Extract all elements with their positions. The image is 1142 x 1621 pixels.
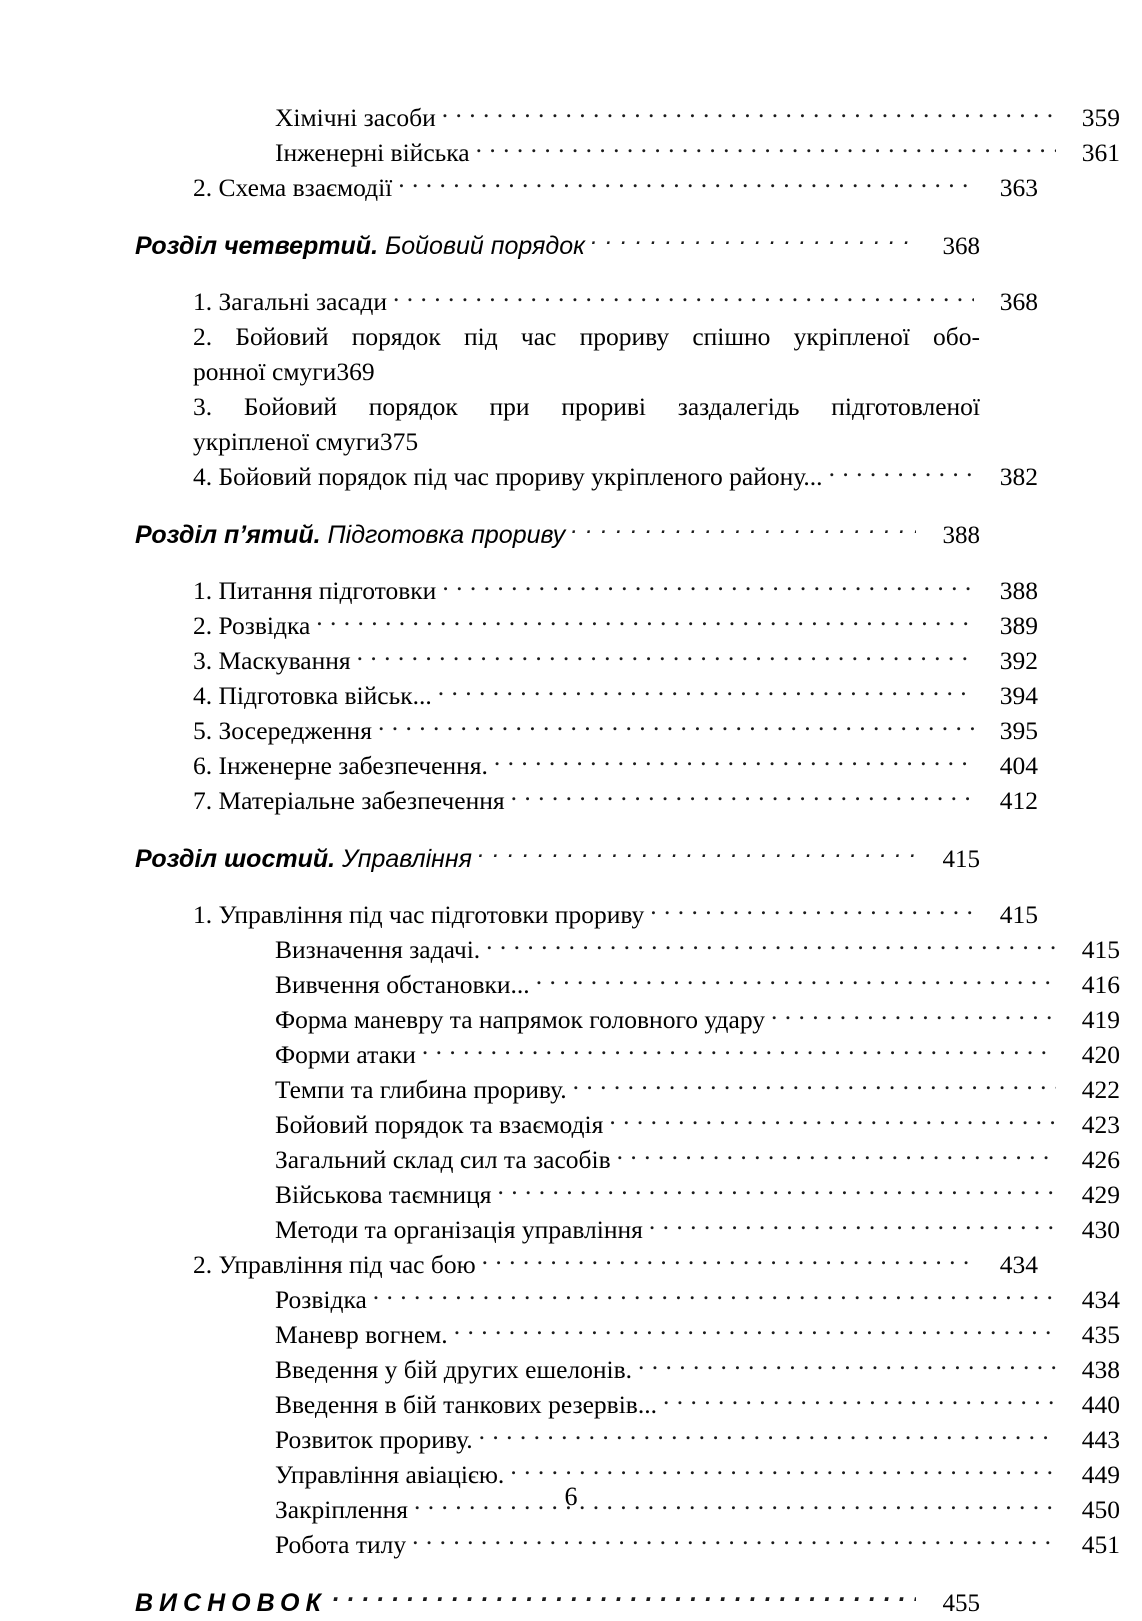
- toc-entry-label: [135, 518, 569, 553]
- toc-entry-label: Методи та організація управління: [275, 1215, 643, 1244]
- toc-entry-label: Маневр вогнем.: [275, 1320, 448, 1349]
- chapter-title-label: Підготовка прориву: [320, 521, 566, 549]
- dot-leader: [829, 460, 974, 486]
- toc-entry-label: Інженерні війська: [275, 138, 470, 167]
- dot-leader: [476, 136, 1056, 162]
- toc-entry-label: 6. Інженерне забезпечення.: [193, 751, 488, 780]
- dot-leader: [663, 1388, 1056, 1414]
- dot-leader: [486, 933, 1056, 959]
- section-spacer: [135, 553, 980, 573]
- section-spacer: [135, 818, 980, 842]
- toc-entry[interactable]: [275, 1352, 1120, 1387]
- toc-entry-label: Військова таємниця: [275, 1180, 492, 1209]
- dot-leader: [393, 285, 974, 311]
- toc-chapter-entry[interactable]: [135, 518, 980, 553]
- toc-entry-label: 7. Матеріальне забезпечення: [193, 786, 505, 815]
- chapter-number-label: Розділ четвертий.: [135, 232, 379, 260]
- dot-leader: [573, 1073, 1056, 1099]
- toc-page-number: 416: [1081, 970, 1120, 999]
- toc-entry[interactable]: [275, 1212, 1120, 1247]
- toc-entry-label: [135, 842, 476, 877]
- toc-page-number: 369: [336, 357, 375, 386]
- dot-leader: [511, 784, 974, 810]
- toc-page-number: 359: [1081, 103, 1120, 132]
- dot-leader: [482, 1248, 974, 1274]
- toc-entry-continuation: [193, 354, 980, 389]
- dot-leader: [422, 1038, 1056, 1064]
- toc-entry-label: Управління авіацією.: [275, 1460, 505, 1489]
- toc-page-number: 404: [999, 751, 1038, 780]
- toc-entry-label-line1: 2. Бойовий порядок під час прориву спішно укріпленої обо-: [193, 322, 980, 351]
- toc-page-number: 434: [999, 1250, 1038, 1279]
- toc-page-number: 395: [999, 716, 1038, 745]
- toc-page-number: 450: [1081, 1495, 1120, 1524]
- toc-entry[interactable]: [193, 748, 1038, 783]
- section-spacer: [135, 494, 980, 518]
- dot-leader: [650, 898, 974, 924]
- toc-entry[interactable]: [275, 135, 1120, 170]
- toc-entry-label: 4. Бойовий порядок під час прориву укріпленого району...: [193, 462, 823, 491]
- toc-page-number: 419: [1081, 1005, 1120, 1034]
- toc-entry-label: Введення у бій других ешелонів.: [275, 1355, 633, 1384]
- dot-leader: [442, 101, 1056, 127]
- toc-entry[interactable]: [275, 1422, 1120, 1457]
- dot-leader: [591, 229, 916, 254]
- toc-page-number: 430: [1081, 1215, 1120, 1244]
- dot-leader: [771, 1003, 1056, 1029]
- toc-page-number: 368: [942, 233, 980, 260]
- toc-entry[interactable]: [193, 897, 1038, 932]
- toc-entry-label: Розвідка: [275, 1285, 367, 1314]
- toc-entry[interactable]: [275, 1177, 1120, 1212]
- toc-page-number: 434: [1081, 1285, 1120, 1314]
- chapter-title-label: Бойовий порядок: [378, 232, 585, 260]
- dot-leader: [497, 1178, 1056, 1204]
- toc-page-number: 435: [1081, 1320, 1120, 1349]
- toc-entry[interactable]: [275, 932, 1120, 967]
- toc-page-number: 426: [1081, 1145, 1120, 1174]
- toc-entry[interactable]: [193, 643, 1038, 678]
- toc-page-number: 443: [1081, 1425, 1120, 1454]
- toc-entry-label: 1. Питання підготовки: [193, 576, 437, 605]
- toc-entry-label: 1. Загальні засади: [193, 287, 388, 316]
- dot-leader: [478, 842, 916, 867]
- toc-page-number: 422: [1081, 1075, 1120, 1104]
- toc-entry[interactable]: [193, 284, 1038, 319]
- toc-page-number: 361: [1081, 138, 1120, 167]
- dot-leader: [536, 968, 1056, 994]
- dot-leader: [398, 171, 974, 197]
- toc-entry-label: Хімічні засоби: [275, 103, 436, 132]
- toc-page-number: 455: [942, 1590, 980, 1617]
- toc-entry-label: Темпи та глибина прориву.: [275, 1075, 567, 1104]
- toc-page-number: 412: [999, 786, 1038, 815]
- toc-entry-label: ВИСНОВОК: [135, 1589, 327, 1617]
- dot-leader: [510, 1458, 1056, 1484]
- toc-page-number: 375: [379, 427, 419, 456]
- table-of-contents: [135, 100, 1120, 1621]
- toc-entry[interactable]: [193, 319, 980, 389]
- toc-chapter-entry[interactable]: [135, 842, 980, 877]
- dot-leader: [412, 1528, 1056, 1554]
- dot-leader: [438, 679, 974, 705]
- toc-entry-label: 2. Управління під час бою: [193, 1250, 476, 1279]
- dot-leader: [442, 574, 974, 600]
- toc-entry-label-line2: ронної смуги: [193, 357, 337, 386]
- toc-entry[interactable]: [193, 713, 1038, 748]
- dot-leader: [494, 749, 974, 775]
- toc-entry-label: Вивчення обстановки...: [275, 970, 530, 999]
- toc-entry[interactable]: [193, 783, 1038, 818]
- toc-page-number: 388: [999, 576, 1038, 605]
- toc-page-number: 440: [1081, 1390, 1120, 1419]
- toc-page-number: 415: [999, 900, 1038, 929]
- dot-leader: [479, 1423, 1056, 1449]
- section-spacer: [135, 205, 980, 229]
- toc-page-number: 415: [942, 846, 980, 873]
- chapter-number-label: Розділ шостий.: [135, 845, 336, 873]
- toc-entry-label: [135, 229, 589, 264]
- toc-page-number: 449: [1081, 1460, 1120, 1489]
- chapter-title-label: Управління: [335, 845, 473, 873]
- toc-page-number: 438: [1081, 1355, 1120, 1384]
- toc-entry[interactable]: [193, 608, 1038, 643]
- toc-page-number: 382: [999, 462, 1038, 491]
- dot-leader: [357, 644, 974, 670]
- toc-entry-label: Введення в бій танкових резервів...: [275, 1390, 657, 1419]
- section-spacer: [135, 264, 980, 284]
- dot-leader: [638, 1353, 1056, 1379]
- toc-page-number: 392: [999, 646, 1038, 675]
- toc-page-number: 415: [1081, 935, 1120, 964]
- toc-entry-label: Бойовий порядок та взаємодія: [275, 1110, 604, 1139]
- toc-entry-label: Робота тилу: [275, 1530, 407, 1559]
- toc-entry[interactable]: [275, 1387, 1120, 1422]
- toc-entry-label: Форми атаки: [275, 1040, 416, 1069]
- toc-entry-label: 1. Управління під час підготовки прориву: [193, 900, 645, 929]
- dot-leader: [609, 1108, 1056, 1134]
- toc-entry[interactable]: [275, 1002, 1120, 1037]
- toc-entry[interactable]: [193, 573, 1038, 608]
- toc-entry[interactable]: [193, 678, 1038, 713]
- toc-page-number: 388: [942, 522, 980, 549]
- toc-entry-label: 5. Зосередження: [193, 716, 372, 745]
- page-folio: 6: [564, 1482, 578, 1511]
- toc-entry-label: Загальний склад сил та засобів: [275, 1145, 611, 1174]
- toc-entry-label: 2. Розвідка: [193, 611, 311, 640]
- toc-entry-label: 2. Схема взаємодії: [193, 173, 393, 202]
- section-spacer: [135, 877, 980, 897]
- toc-entry[interactable]: [275, 1107, 1120, 1142]
- toc-entry[interactable]: [275, 1037, 1120, 1072]
- toc-entry[interactable]: [193, 389, 980, 459]
- toc-entry[interactable]: [193, 459, 1038, 494]
- toc-entry-label-line2: укріпленої смуги: [193, 427, 380, 456]
- chapter-number-label: Розділ п’ятий.: [135, 521, 321, 549]
- toc-page-number: 423: [1081, 1110, 1120, 1139]
- dot-leader: [333, 1586, 916, 1611]
- toc-entry-label: Розвиток прориву.: [275, 1425, 473, 1454]
- toc-page-number: 420: [1081, 1040, 1120, 1069]
- toc-entry[interactable]: [275, 967, 1120, 1002]
- toc-page-number: 451: [1081, 1530, 1120, 1559]
- toc-entry[interactable]: [275, 1317, 1120, 1352]
- dot-leader: [617, 1143, 1056, 1169]
- toc-entry-label: Форма маневру та напрямок головного удару: [275, 1005, 765, 1034]
- toc-page-number: 394: [999, 681, 1038, 710]
- toc-entry[interactable]: [275, 1527, 1120, 1562]
- toc-conclusion-entry[interactable]: [135, 1586, 980, 1621]
- toc-page-number: 389: [999, 611, 1038, 640]
- toc-entry-label-line1: 3. Бойовий порядок при прориві заздалегідь підготовленої: [193, 392, 980, 421]
- toc-chapter-entry[interactable]: [135, 229, 980, 264]
- toc-entry-label: 4. Підготовка військ...: [193, 681, 432, 710]
- toc-entry[interactable]: [193, 170, 1038, 205]
- toc-entry[interactable]: [193, 1247, 1038, 1282]
- dot-leader: [649, 1213, 1056, 1239]
- toc-entry[interactable]: [275, 1282, 1120, 1317]
- toc-entry-label: 3. Маскування: [193, 646, 351, 675]
- toc-entry[interactable]: [275, 100, 1120, 135]
- toc-entry[interactable]: [275, 1072, 1120, 1107]
- toc-page-number: 429: [1081, 1180, 1120, 1209]
- toc-entry-continuation: [193, 424, 980, 459]
- dot-leader: [373, 1283, 1056, 1309]
- toc-page-number: 368: [999, 287, 1038, 316]
- dot-leader: [571, 518, 916, 543]
- toc-entry[interactable]: [275, 1142, 1120, 1177]
- dot-leader: [316, 609, 974, 635]
- toc-entry-label: Закріплення: [275, 1495, 409, 1524]
- toc-entry-label: Визначення задачі.: [275, 935, 481, 964]
- toc-page-number: 363: [999, 173, 1038, 202]
- section-spacer: [135, 1562, 980, 1586]
- dot-leader: [454, 1318, 1056, 1344]
- dot-leader: [378, 714, 974, 740]
